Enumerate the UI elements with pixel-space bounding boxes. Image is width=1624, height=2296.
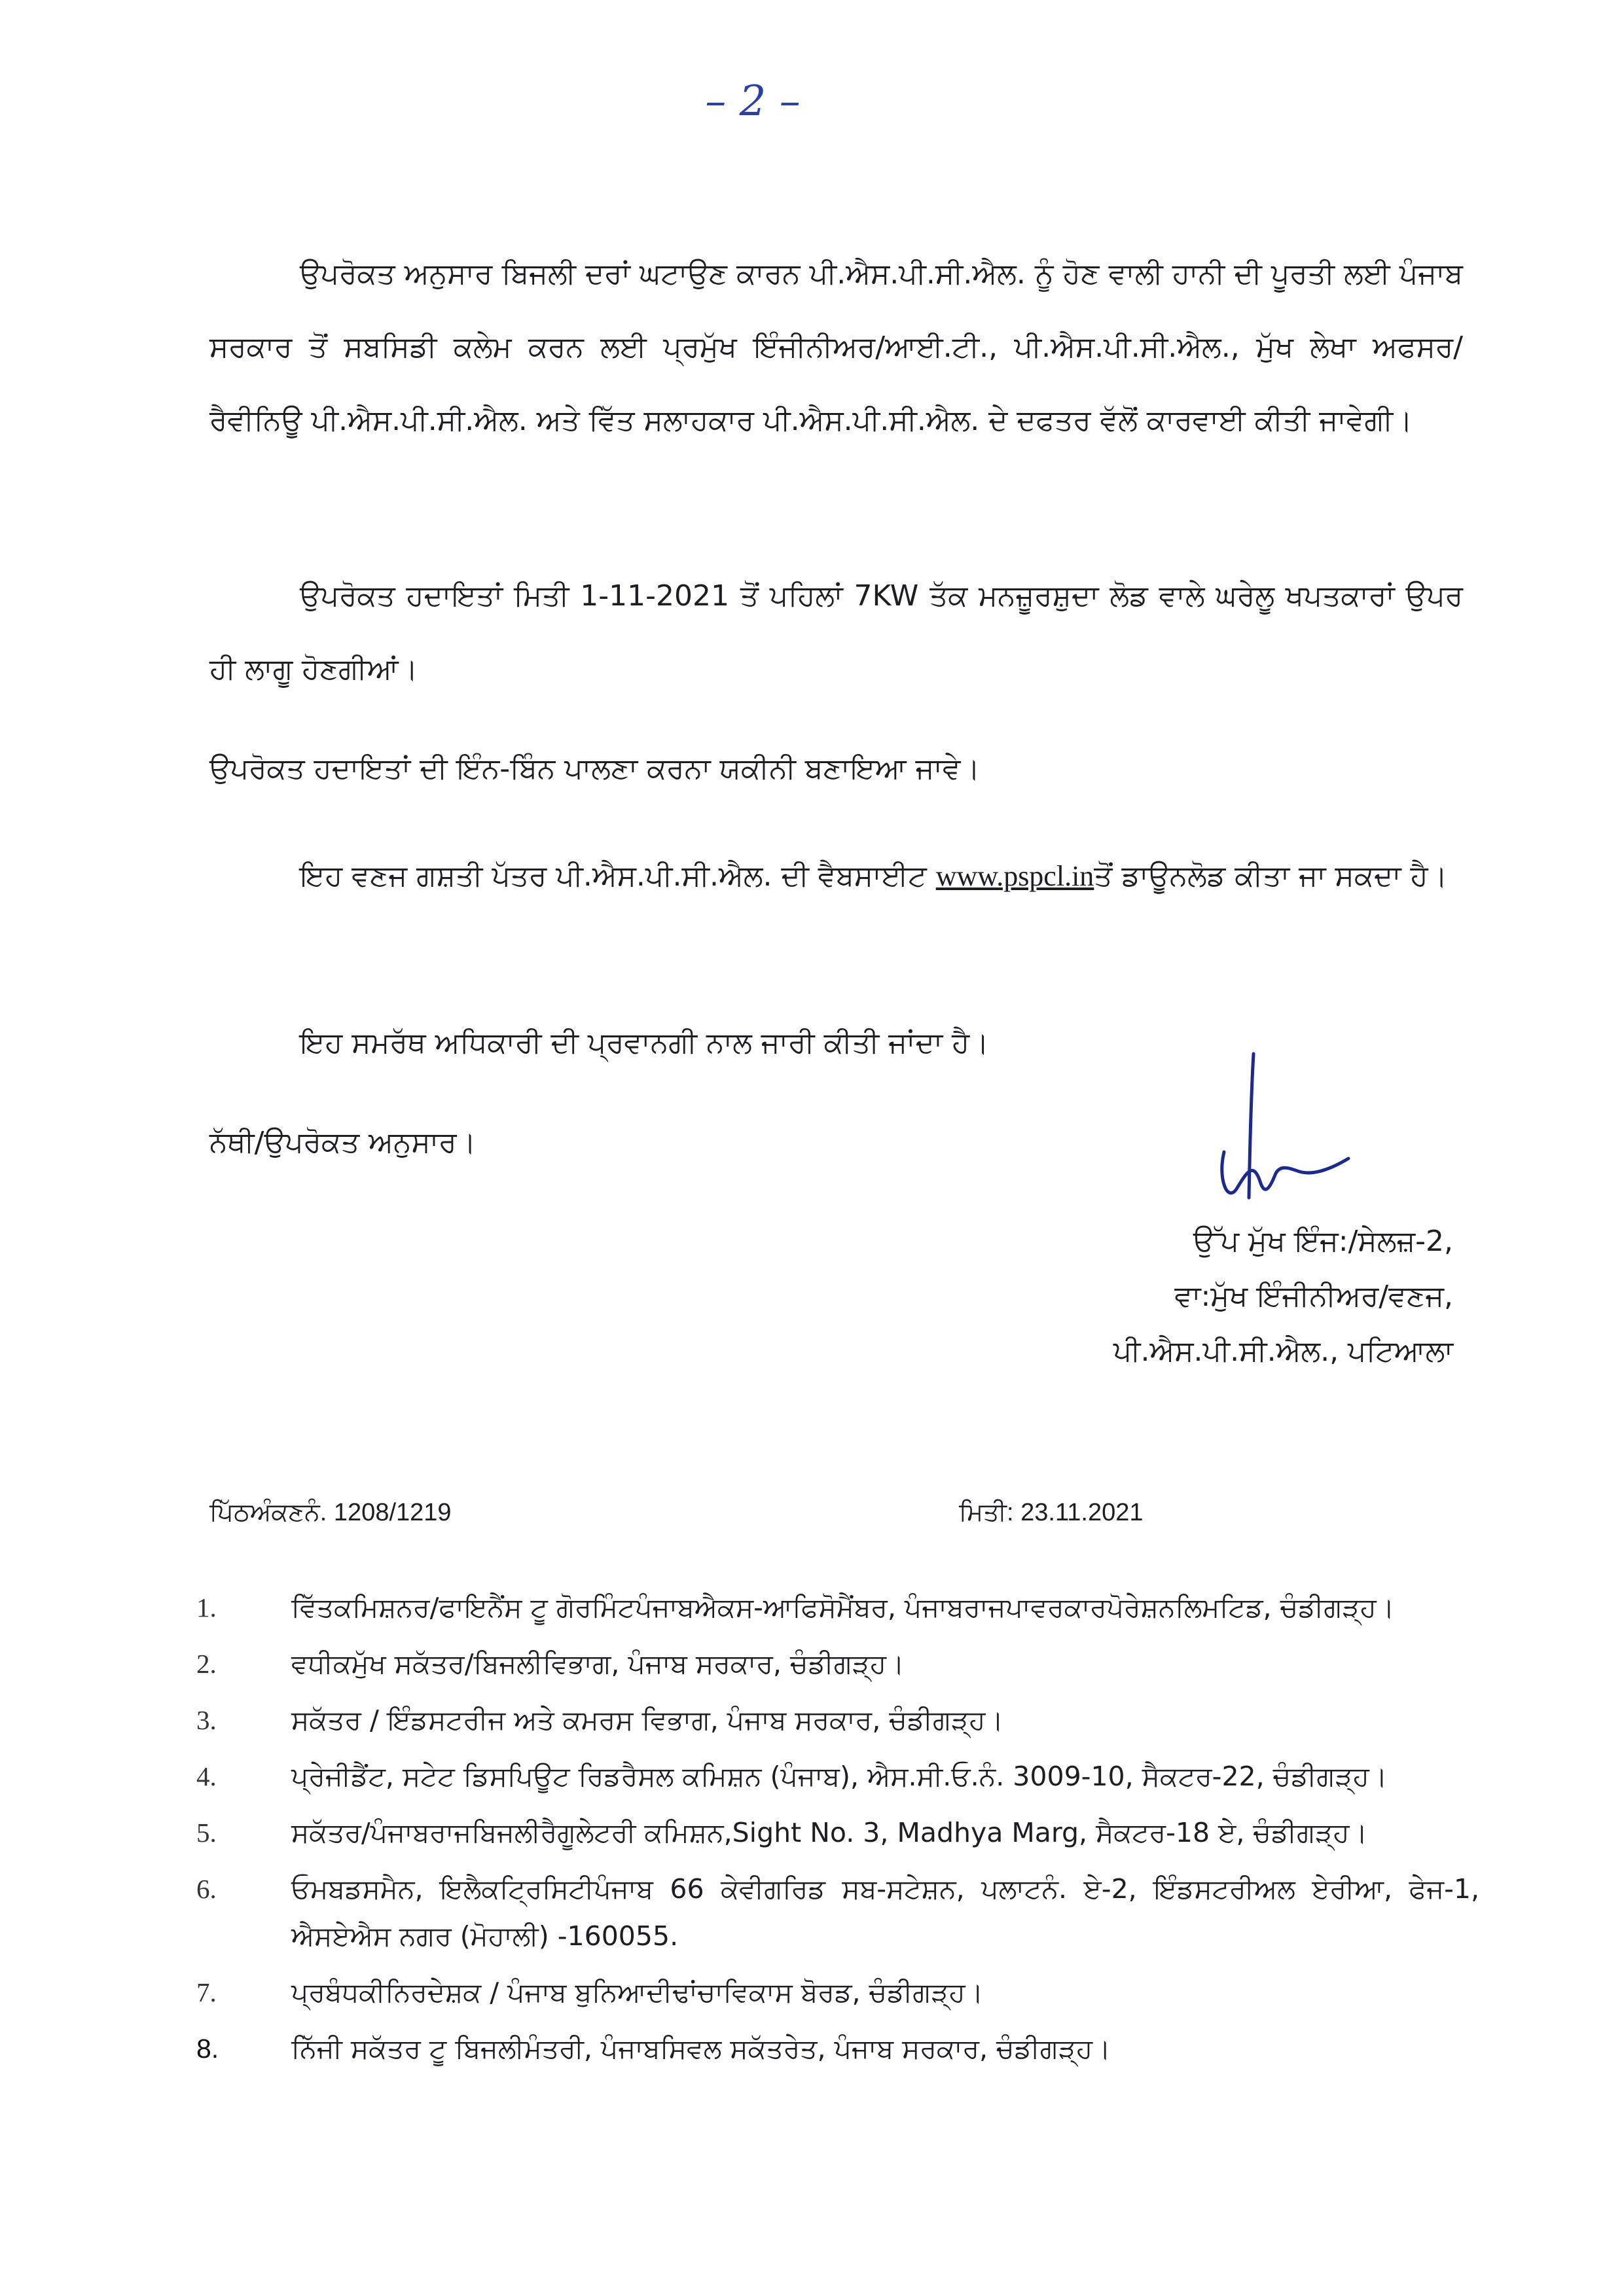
list-item-text: ਪ੍ਰੇਜੀਡੈਂਟ, ਸਟੇਟ ਡਿਸਪਿਊਟ ਰਿਡਰੈਸਲ ਕਮਿਸ਼ਨ (ਪੰਜਾਬ), ਐਸ.ਸੀ.ਓ.ਨੰ. 3009-10, ਸੈਕਟਰ-22, ਚੰਡੀਗੜ੍ਹ।	[291, 1761, 1388, 1792]
list-item-number: 7.	[196, 1977, 217, 2007]
list-item-text: ਓਮਬਡਸਮੈਨ, ਇਲੈਕਟ੍ਰਿਸਿਟੀਪੰਜਾਬ 66 ਕੇਵੀਗਰਿਡ ਸਬ-ਸਟੇਸ਼ਨ, ਪਲਾਟਨੰ. ਏ-2, ਇੰਡਸਟਰੀਅਲ ਏਰੀਆ, ਫੇਜ-1, ਐਸਏਐਸ ਨਗਰ (ਮੋਹਾਲੀ) -160055.	[291, 1873, 1479, 1952]
paragraph-compliance: ਉਪਰੋਕਤ ਹਦਾਇਤਾਂ ਦੀ ਇੰਨ-ਬਿੰਨ ਪਾਲਣਾ ਕਰਨਾ ਯਕੀਨੀ ਬਣਾਇਆ ਜਾਵੇ।	[209, 752, 981, 785]
list-item-number: 2.	[196, 1649, 217, 1679]
list-item	[196, 1696, 1479, 1744]
list-item-text: ਸਕੱਤਰ / ਇੰਡਸਟਰੀਜ ਅਤੇ ਕਮਰਸ ਵਿਭਾਗ, ਪੰਜਾਬ ਸਰਕਾਰ, ਚੰਡੀਗੜ੍ਹ।	[291, 1704, 1003, 1736]
paragraph-enclosure: ਨੱਥੀ/ਉਪਰੋਕਤ ਅਨੁਸਾਰ।	[209, 1126, 477, 1159]
list-item-number: 5.	[196, 1818, 217, 1848]
paragraph-subsidy-claim: ਉਪਰੋਕਤ ਅਨੁਸਾਰ ਬਿਜਲੀ ਦਰਾਂ ਘਟਾਉਣ ਕਾਰਨ ਪੀ.ਐਸ.ਪੀ.ਸੀ.ਐਲ. ਨੂੰ ਹੋਣ ਵਾਲੀ ਹਾਨੀ ਦੀ ਪੂਰਤੀ ਲਈ ਪੰਜਾਬ ਸਰਕਾਰ ਤੋਂ ਸਬਸਿਡੀ ਕਲੇਮ ਕਰਨ ਲਈ ਪ੍ਰਮੁੱਖ ਇੰਜੀਨੀਅਰ/ਆਈ.ਟੀ., ਪੀ.ਐਸ.ਪੀ.ਸੀ.ਐਲ., ਮੁੱਖ ਲੇਖਾ ਅਫਸਰ/ਰੈਵੀਨਿਊ ਪੀ.ਐਸ.ਪੀ.ਸੀ.ਐਲ. ਅਤੇ ਵਿੱਤ ਸਲਾਹਕਾਰ ਪੀ.ਐਸ.ਪੀ.ਸੀ.ਐਲ. ਦੇ ਦਫਤਰ ਵੱਲੋਂ ਕਾਰਵਾਈ ਕੀਤੀ ਜਾਵੇਗੀ।	[209, 257, 1463, 437]
list-item	[196, 1865, 1479, 1960]
signatory-designation: ਉੱਪ ਮੁੱਖ ਇੰਜ:/ਸੇਲਜ਼-2,	[1193, 1225, 1453, 1258]
list-item	[196, 1809, 1479, 1856]
list-item-number: 3.	[196, 1705, 217, 1735]
signatory-block	[903, 1214, 1453, 1379]
paragraph-download-text-2: ਤੋਂ ਡਾਊਨਲੋਡ ਕੀਤਾ ਜਾ ਸਕਦਾ ਹੈ।	[1094, 859, 1448, 893]
endorsement-number: ਪਿੱਠਅੰਕਣਨੰ. 1208/1219	[209, 1499, 452, 1526]
website-link[interactable]: www.pspcl.in	[935, 860, 1094, 892]
paragraph-download	[209, 840, 1463, 913]
list-item-text: ਸਕੱਤਰ/ਪੰਜਾਬਰਾਜਬਿਜਲੀਰੈਗੂਲੇਟਰੀ ਕਮਿਸ਼ਨ,Sight No. 3, Madhya Marg, ਸੈਕਟਰ-18 ਏ, ਚੰਡੀਗੜ੍ਹ।	[291, 1817, 1368, 1848]
list-item	[196, 1584, 1479, 1631]
list-item-number: 1.	[196, 1592, 217, 1623]
list-item-number: 6.	[196, 1874, 217, 1904]
list-item	[196, 2025, 1479, 2072]
endorsement-date: ਮਿਤੀ: 23.11.2021	[959, 1499, 1144, 1526]
list-item-text: ਨਿੱਜੀ ਸਕੱਤਰ ਟੂ ਬਿਜਲੀਮੰਤਰੀ, ਪੰਜਾਬਸਿਵਲ ਸਕੱਤਰੇਤ, ਪੰਜਾਬ ਸਰਕਾਰ, ਚੰਡੀਗੜ੍ਹ।	[291, 2033, 1111, 2064]
list-item	[196, 1753, 1479, 1800]
page-number: – 2 –	[705, 77, 801, 126]
list-item-number: 4.	[196, 1761, 217, 1791]
signatory-organization: ਪੀ.ਐਸ.ਪੀ.ਸੀ.ਐਲ., ਪਟਿਆਲਾ	[1113, 1335, 1453, 1368]
list-item-text: ਵਿੱਤਕਮਿਸ਼ਨਰ/ਫਾਇਨੈਂਸ ਟੂ ਗੋਰਮਿੰਟਪੰਜਾਬਐਕਸ-ਆਫਿਸੋਮੈਂਬਰ, ਪੰਜਾਬਰਾਜਪਾਵਰਕਾਰਪੋਰੇਸ਼ਨਲਿਮਟਿਡ, ਚੰਡੀਗੜ੍ਹ।	[291, 1592, 1395, 1623]
paragraph-applicability: ਉਪਰੋਕਤ ਹਦਾਇਤਾਂ ਮਿਤੀ 1-11-2021 ਤੋਂ ਪਹਿਲਾਂ 7KW ਤੱਕ ਮਨਜ਼ੂਰਸ਼ੁਦਾ ਲੋਡ ਵਾਲੇ ਘਰੇਲੂ ਖਪਤਕਾਰਾਂ ਉਪਰ ਹੀ ਲਾਗੂ ਹੋਣਗੀਆਂ।	[209, 579, 1463, 686]
signature-image	[1191, 1047, 1388, 1217]
list-item-number: 8.	[196, 2034, 219, 2064]
list-item	[196, 1969, 1479, 2016]
list-item-text: ਵਧੀਕਮੁੱਖ ਸਕੱਤਰ/ਬਿਜਲੀਵਿਭਾਗ, ਪੰਜਾਬ ਸਰਕਾਰ, ਚੰਡੀਗੜ੍ਹ।	[291, 1648, 905, 1679]
paragraph-download-text-1: ਇਹ ਵਣਜ ਗਸ਼ਤੀ ਪੱਤਰ ਪੀ.ਐਸ.ਪੀ.ਸੀ.ਐਲ. ਦੀ ਵੈਬਸਾਈਟ	[300, 859, 936, 893]
list-item	[196, 1640, 1479, 1687]
signatory-office: ਵਾ:ਮੁੱਖ ਇੰਜੀਨੀਅਰ/ਵਣਜ,	[1174, 1280, 1453, 1313]
list-item-text: ਪ੍ਰਬੰਧਕੀਨਿਰਦੇਸ਼ਕ / ਪੰਜਾਬ ਬੁਨਿਆਦੀਢਾਂਚਾਵਿਕਾਸ ਬੋਰਡ, ਚੰਡੀਗੜ੍ਹ।	[291, 1977, 984, 2008]
paragraph-approval: ਇਹ ਸਮਰੱਥ ਅਧਿਕਾਰੀ ਦੀ ਪ੍ਰਵਾਨਗੀ ਨਾਲ ਜਾਰੀ ਕੀਤੀ ਜਾਂਦਾ ਹੈ।	[300, 1026, 989, 1060]
distribution-list	[196, 1584, 1479, 2081]
